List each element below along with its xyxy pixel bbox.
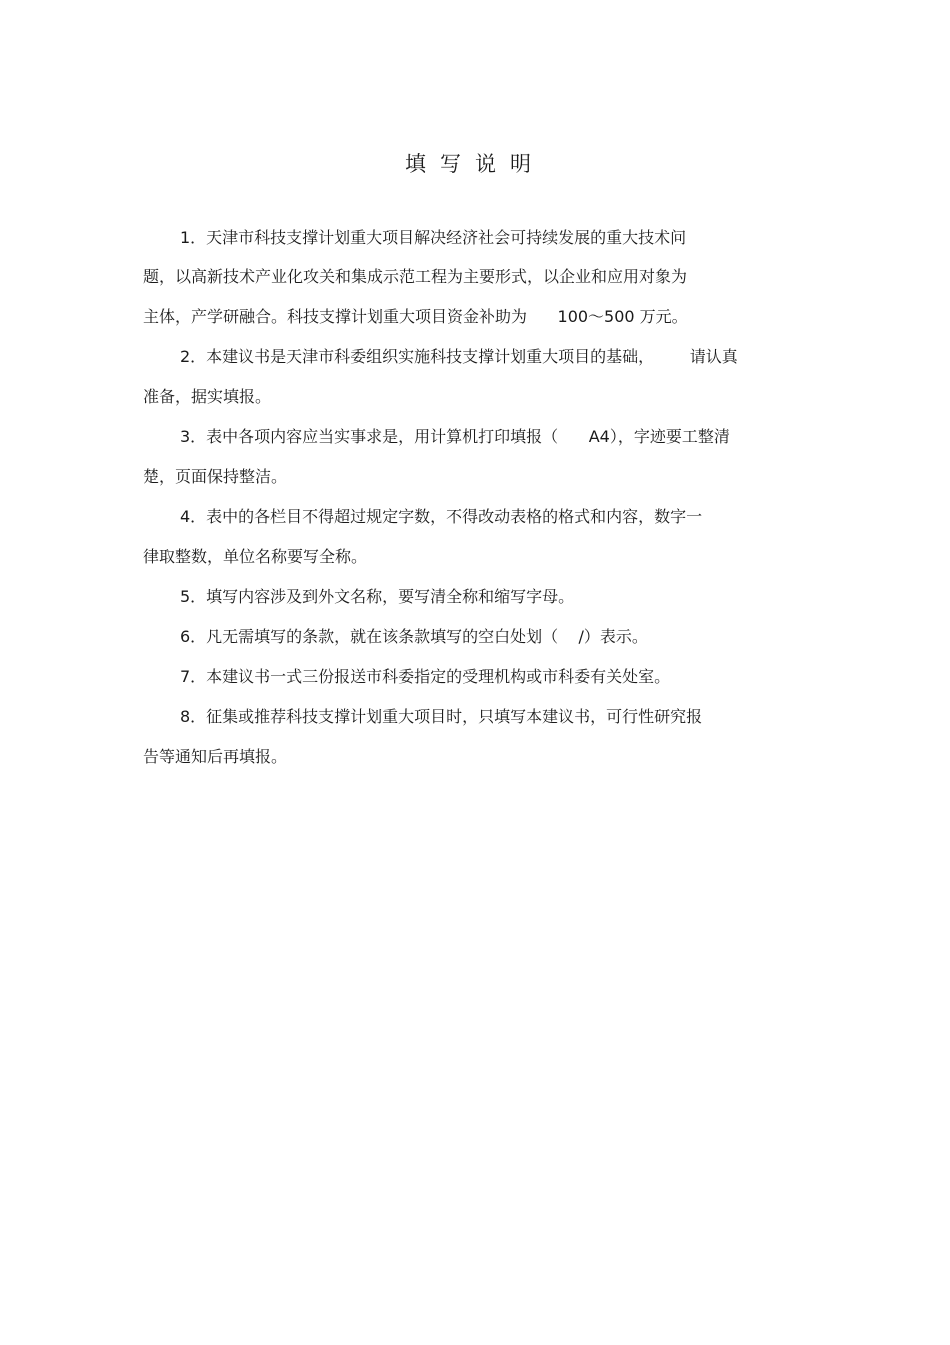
paragraph-2-line-2: 准备，据实填报。 [143,387,272,406]
paragraph-3-line-1: 3．表中各项内容应当实事求是，用计算机打印填报（ A4），字迹要工整清 [180,427,730,446]
paragraph-1-line-1: 1．天津市科技支撑计划重大项目解决经济社会可持续发展的重大技术问 [180,228,687,247]
paragraph-4-line-2: 律取整数，单位名称要写全称。 [143,547,368,566]
paragraph-7: 7．本建议书一式三份报送市科委指定的受理机构或市科委有关处室。 [180,667,671,686]
paragraph-3-line-2: 楚，页面保持整洁。 [143,467,288,486]
paragraph-1-line-3: 主体，产学研融合。科技支撑计划重大项目资金补助为 100～500 万元。 [143,307,688,326]
paragraph-6: 6．凡无需填写的条款，就在该条款填写的空白处划（ /）表示。 [180,627,648,646]
paragraph-8-line-1: 8．征集或推荐科技支撑计划重大项目时，只填写本建议书，可行性研究报 [180,707,703,726]
paragraph-8-line-2: 告等通知后再填报。 [143,747,288,766]
paragraph-1-line-2: 题，以高新技术产业化攻关和集成示范工程为主要形式，以企业和应用对象为 [143,267,688,286]
paragraph-2-line-1: 2．本建议书是天津市科委组织实施科技支撑计划重大项目的基础， 请认真 [180,347,738,366]
paragraph-5: 5．填写内容涉及到外文名称，要写清全称和缩写字母。 [180,587,575,606]
page-title: 填写说明 [405,152,545,176]
paragraph-4-line-1: 4．表中的各栏目不得超过规定字数，不得改动表格的格式和内容，数字一 [180,507,703,526]
